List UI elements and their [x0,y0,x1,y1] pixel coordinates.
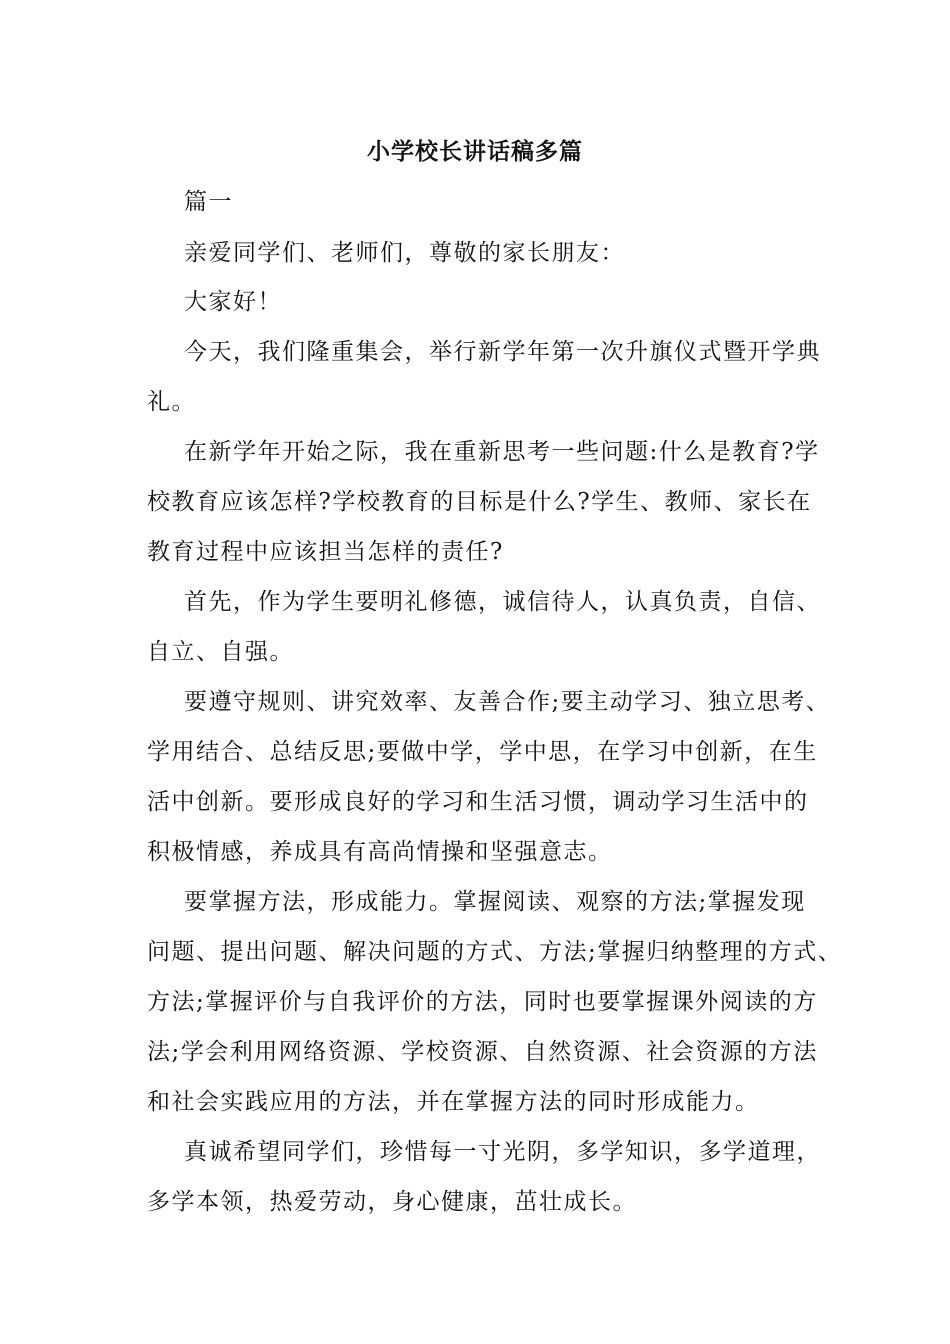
paragraph-line: 问题、提出问题、解决问题的方式、方法;掌握归纳整理的方式、 [147,939,843,965]
paragraph-line: 积极情感，养成具有高尚情操和坚强意志。 [147,839,613,865]
paragraph-line: 校教育应该怎样?学校教育的目标是什么?学生、教师、家长在 [147,489,812,515]
paragraph-line: 方法;掌握评价与自我评价的方法，同时也要掌握课外阅读的方 [147,989,818,1015]
document-title: 小学校长讲话稿多篇 [367,138,583,165]
paragraph-line: 自立、自强。 [147,639,294,665]
paragraph-line: 在新学年开始之际，我在重新思考一些问题:什么是教育?学 [184,439,820,465]
paragraph-line: 今天，我们隆重集会，举行新学年第一次升旗仪式暨开学典 [184,339,821,365]
paragraph-line: 真诚希望同学们，珍惜每一寸光阴，多学知识，多学道理， [184,1139,821,1165]
paragraph-line: 法;学会利用网络资源、学校资源、自然资源、社会资源的方法 [147,1039,818,1065]
paragraph-line: 和社会实践应用的方法，并在掌握方法的同时形成能力。 [147,1089,760,1115]
greeting: 大家好！ [184,289,282,315]
paragraph-line: 活中创新。要形成良好的学习和生活习惯，调动学习生活中的 [147,789,809,815]
salutation: 亲爱同学们、老师们，尊敬的家长朋友： [184,240,625,266]
section-heading: 篇一 [184,189,233,215]
paragraph-line: 要遵守规则、讲究效率、友善合作;要主动学习、独立思考、 [184,689,831,715]
paragraph-line: 首先，作为学生要明礼修德，诚信待人，认真负责，自信、 [184,589,821,615]
paragraph-line: 教育过程中应该担当怎样的责任? [147,539,504,565]
paragraph-line: 礼。 [147,389,196,415]
paragraph-line: 多学本领，热爱劳动，身心健康，茁壮成长。 [147,1189,637,1215]
paragraph-line: 要掌握方法，形成能力。掌握阅读、观察的方法;掌握发现 [184,889,806,915]
paragraph-line: 学用结合、总结反思;要做中学，学中思，在学习中创新，在生 [147,739,818,765]
